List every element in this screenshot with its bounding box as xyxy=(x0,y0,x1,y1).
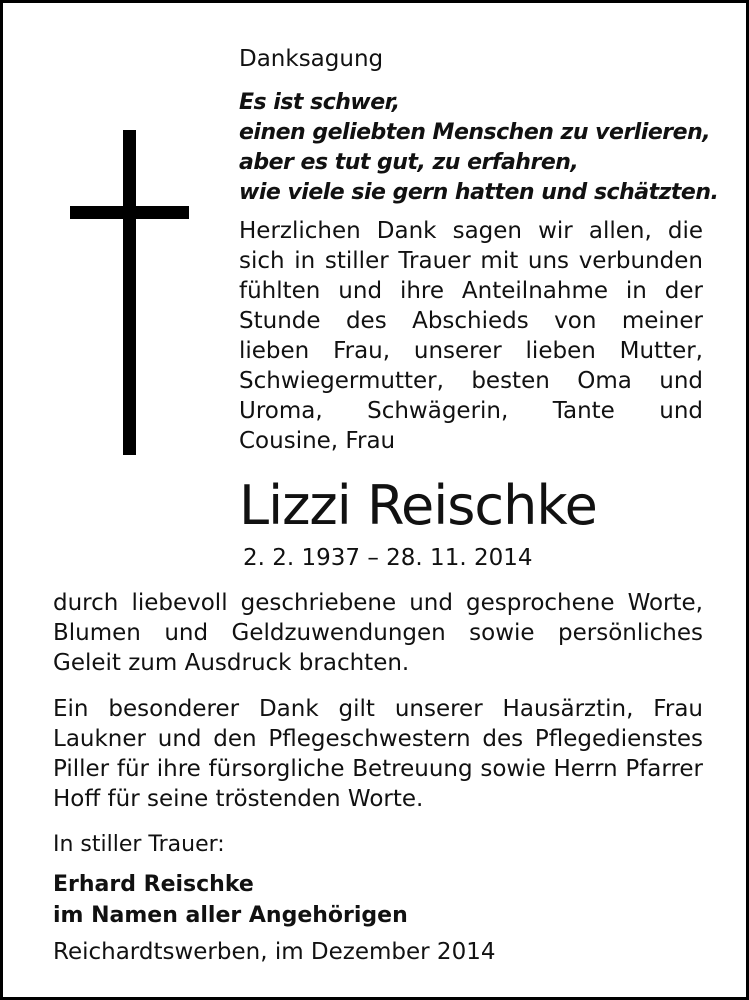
deceased-name: Lizzi Reischke xyxy=(239,474,597,537)
thanks-line: Cousine, Frau xyxy=(239,428,396,454)
motto xyxy=(239,88,719,208)
motto-line: einen geliebten Menschen zu verlieren, xyxy=(239,120,711,145)
life-dates: 2. 2. 1937 – 28. 11. 2014 xyxy=(243,545,533,571)
thanks-line: Uroma, Schwägerin, Tante und xyxy=(239,398,703,424)
motto-line: wie viele sie gern hatten und schätzten. xyxy=(239,180,719,205)
cross-icon xyxy=(123,130,136,455)
thanks-line: Stunde des Abschieds von meiner xyxy=(239,308,703,334)
signer-note: im Namen aller Angehörigen xyxy=(53,903,408,928)
motto-line: Es ist schwer, xyxy=(239,90,400,115)
thanks-line: Herzlichen Dank sagen wir allen, die xyxy=(239,218,703,244)
thanks-line: fühlten und ihre Anteilnahme in der xyxy=(239,278,703,304)
paragraph-line: durch liebevoll geschriebene und gesprochene Worte, xyxy=(53,590,703,616)
paragraph-line: Ein besonderer Dank gilt unserer Hausärztin, Frau xyxy=(53,696,703,722)
thanks-line: sich in stiller Trauer mit uns verbunden xyxy=(239,248,703,274)
thanks-line: lieben Frau, unserer lieben Mutter, xyxy=(239,338,703,364)
thanks-paragraph xyxy=(239,216,703,456)
paragraph-line: Hoff für seine tröstenden Worte. xyxy=(53,786,424,812)
motto-line: aber es tut gut, zu erfahren, xyxy=(239,150,579,175)
paragraph-special-thanks xyxy=(53,694,703,814)
paragraph-line: Blumen und Geldzuwendungen sowie persönliches xyxy=(53,620,703,646)
signoff: In stiller Trauer: xyxy=(53,832,225,857)
signer-name: Erhard Reischke xyxy=(53,872,254,897)
cross-icon-bar xyxy=(70,206,189,219)
place-date: Reichardtswerben, im Dezember 2014 xyxy=(53,939,496,965)
notice-heading: Danksagung xyxy=(239,46,384,72)
thanks-line: Schwiegermutter, besten Oma und xyxy=(239,368,703,394)
paragraph-line: Piller für ihre fürsorgliche Betreuung sowie Herrn Pfarrer xyxy=(53,756,703,782)
signer xyxy=(53,869,408,931)
paragraph-condolences xyxy=(53,588,703,678)
paragraph-line: Geleit zum Ausdruck brachten. xyxy=(53,650,410,676)
paragraph-line: Laukner und den Pflegeschwestern des Pflegedienstes xyxy=(53,726,703,752)
